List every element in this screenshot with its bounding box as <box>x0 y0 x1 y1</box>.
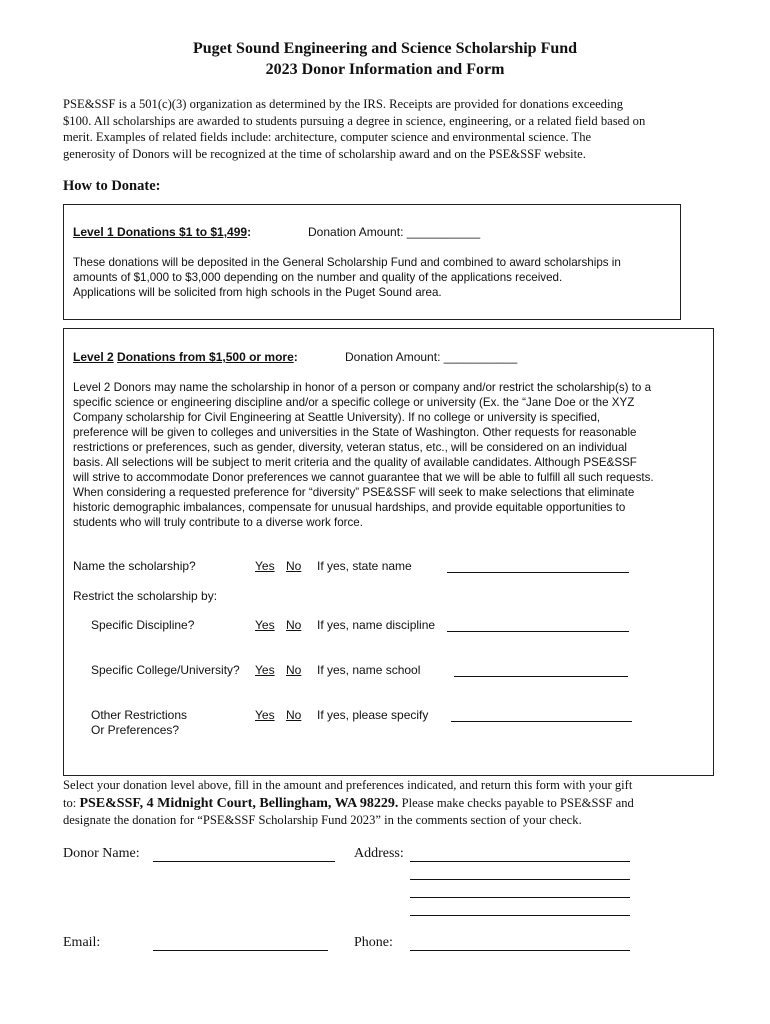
level2-amount-field[interactable]: Donation Amount: ___________ <box>345 350 518 364</box>
level2-line: restrictions or preferences, such as gender, diversity, veteran status, etc., will be considered on an individual <box>73 441 627 454</box>
level2-line: will strive to accommodate Donor preferences we cannot guarantee that we will be able to fulfill all such requests. <box>73 471 654 484</box>
other-yes-option[interactable]: Yes <box>255 708 275 722</box>
level2-line: historic demographic imbalances, compensate for unusual hardships, and provide equitable opportunities to <box>73 501 626 514</box>
instructions-line: to: PSE&SSF, 4 Midnight Court, Bellingham, WA 98229. Please make checks payable to PSE&SSF and <box>63 795 634 811</box>
address-field-line3[interactable] <box>410 897 630 898</box>
level2-description <box>73 380 709 530</box>
intro-line: $100. All scholarships are awarded to students pursuing a degree in science, engineering, or a related field based on <box>63 113 646 128</box>
level2-line: specific science or engineering discipline and/or a specific college or university (Ex. the “Jane Doe or the XYZ <box>73 396 635 409</box>
college-yes-option[interactable]: Yes <box>255 663 275 677</box>
phone-field[interactable] <box>410 950 630 951</box>
level1-heading: Level 1 Donations $1 to $1,499: <box>73 225 252 239</box>
discipline-yes-option[interactable]: Yes <box>255 618 275 632</box>
name-ifyes-label: If yes, state name <box>317 559 412 573</box>
intro-paragraph <box>63 96 713 162</box>
discipline-no-option[interactable]: No <box>286 618 302 632</box>
donor-name-label: Donor Name: <box>63 846 140 861</box>
name-no-option[interactable]: No <box>286 559 302 573</box>
instructions-line: Select your donation level above, fill in the amount and preferences indicated, and return this form with your gift <box>63 778 633 792</box>
other-preferences-field[interactable] <box>451 721 632 722</box>
donor-name-field[interactable] <box>153 861 335 862</box>
intro-line: PSE&SSF is a 501(c)(3) organization as determined by the IRS. Receipts are provided for donations exceeding <box>63 97 624 111</box>
instructions-line: designate the donation for “PSE&SSF Scholarship Fund 2023” in the comments section of your check. <box>63 813 582 827</box>
discipline-field[interactable] <box>447 631 629 632</box>
how-to-donate-heading: How to Donate: <box>63 178 161 194</box>
level2-line: preference will be given to colleges and universities in the State of Washington. Other requests for reasonable <box>73 426 637 439</box>
level2-line: When considering a requested preference for “diversity” PSE&SSF will seek to make selections that eliminate <box>73 486 635 499</box>
college-question: Specific College/University? <box>91 663 240 677</box>
instructions-paragraph <box>63 777 713 830</box>
address-field-line4[interactable] <box>410 915 630 916</box>
name-yes-option[interactable]: Yes <box>255 559 275 573</box>
intro-line: generosity of Donors will be recognized at the time of scholarship award and on the PSE&SSF website. <box>63 146 586 161</box>
form-title: Puget Sound Engineering and Science Scholarship Fund <box>192 40 578 57</box>
email-label: Email: <box>63 935 101 950</box>
discipline-ifyes-label: If yes, name discipline <box>317 618 436 632</box>
level1-amount-field[interactable]: Donation Amount: ___________ <box>308 225 481 239</box>
level2-line: Company scholarship for Civil Engineering at Seattle University). If no college or university is specified, <box>73 411 601 424</box>
other-ifyes-label: If yes, please specify <box>317 708 429 722</box>
level2-line: basis. All selections will be subject to merit criteria and the quality of available candidates. Although PSE&SSF <box>73 456 637 469</box>
scholarship-name-field[interactable] <box>447 572 629 573</box>
phone-label: Phone: <box>354 935 393 950</box>
restrict-label: Restrict the scholarship by: <box>73 589 218 603</box>
form-subtitle: 2023 Donor Information and Form <box>265 61 505 78</box>
level2-line: students who will truly contribute to a diverse work force. <box>73 516 363 529</box>
level1-line: These donations will be deposited in the General Scholarship Fund and combined to award scholarships in <box>73 256 621 269</box>
level1-description <box>73 255 673 300</box>
address-field-line1[interactable] <box>410 861 630 862</box>
address-field-line2[interactable] <box>410 879 630 880</box>
level1-line: amounts of $1,000 to $3,000 depending on the number and quality of the applications received. <box>73 271 563 284</box>
address-label: Address: <box>354 846 404 861</box>
school-field[interactable] <box>454 676 628 677</box>
other-restrictions-question: Other Restrictions Or Preferences? <box>91 708 188 737</box>
college-no-option[interactable]: No <box>286 663 302 677</box>
email-field[interactable] <box>153 950 328 951</box>
level2-heading: Level 2 Donations from $1,500 or more: <box>73 350 298 364</box>
mailing-address: PSE&SSF, 4 Midnight Court, Bellingham, WA 98229. <box>79 795 399 811</box>
discipline-question: Specific Discipline? <box>91 618 195 632</box>
college-ifyes-label: If yes, name school <box>317 663 421 677</box>
other-no-option[interactable]: No <box>286 708 302 722</box>
level1-line: Applications will be solicited from high schools in the Puget Sound area. <box>73 286 442 299</box>
name-scholarship-question: Name the scholarship? <box>73 559 196 573</box>
intro-line: merit. Examples of related fields include: architecture, computer science and environmental science. The <box>63 130 592 144</box>
level2-line: Level 2 Donors may name the scholarship in honor of a person or company and/or restrict the scholarship(s) to a <box>73 381 652 394</box>
